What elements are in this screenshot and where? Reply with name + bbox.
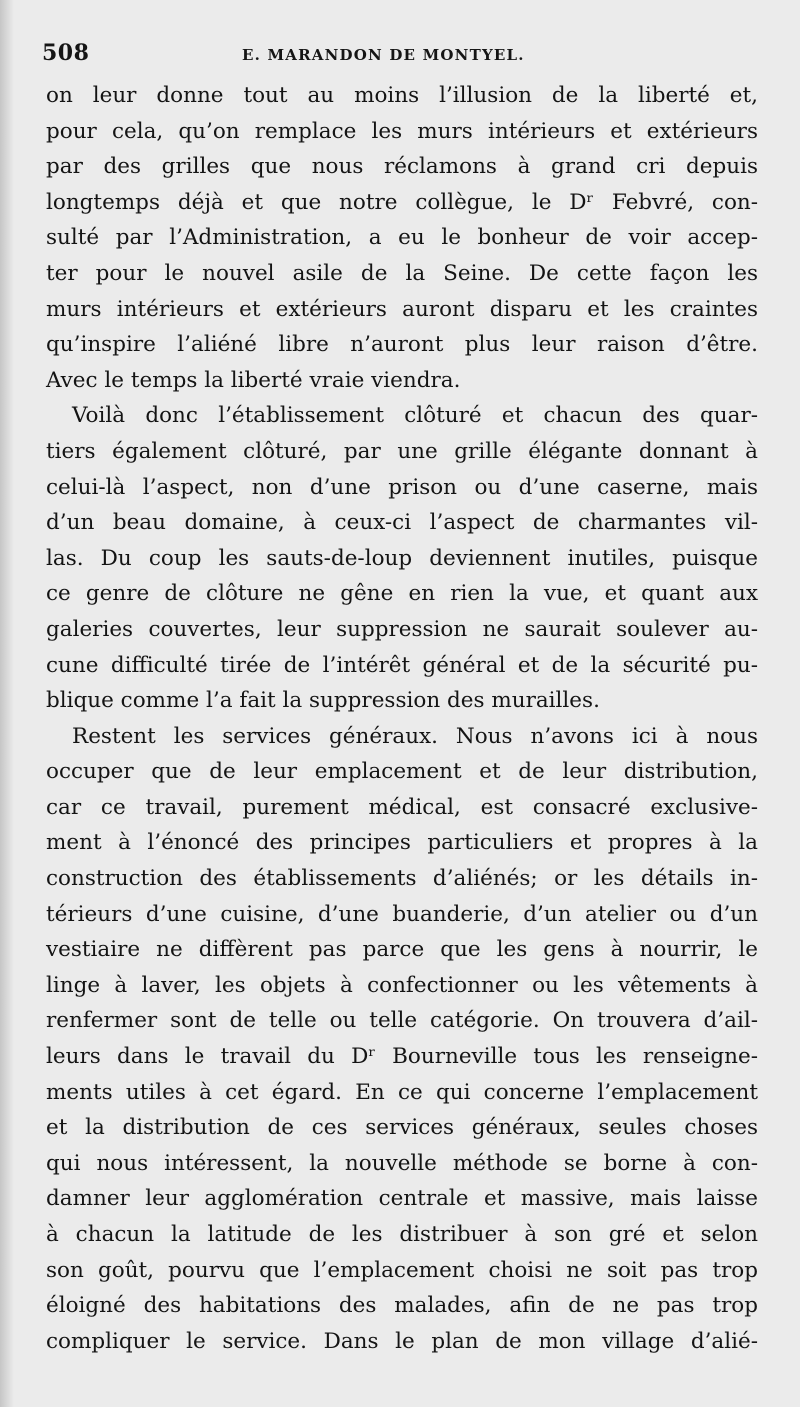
text-line: murs intérieurs et extérieurs auront disparu et les craintes — [46, 296, 758, 322]
page-number: 508 — [42, 40, 90, 66]
text-line: par des grilles que nous réclamons à grand cri depuis — [46, 154, 758, 180]
text-line: Voilà donc l’établissement clôturé et chacun des quar- — [72, 403, 758, 429]
text-line: occuper que de leur emplacement et de leur distribution, — [46, 759, 758, 785]
text-line: tiers également clôturé, par une grille élégante donnant à — [46, 438, 758, 464]
running-head: E. MARANDON DE MONTYEL. — [242, 46, 525, 64]
text-line: son goût, pourvu que l’emplacement choisi ne soit pas trop — [46, 1257, 758, 1283]
text-line: à chacun la latitude de les distribuer à son gré et selon — [46, 1222, 758, 1247]
text-line: ments utiles à cet égard. En ce qui concerne l’emplacement — [46, 1079, 758, 1105]
text-line: d’un beau domaine, à ceux-ci l’aspect de charmantes vil- — [46, 510, 758, 536]
text-line: cune difficulté tirée de l’intérêt général et de la sécurité pu- — [46, 652, 758, 678]
text-line: éloigné des habitations des malades, afin de ne pas trop — [46, 1293, 758, 1319]
text-line: qu’inspire l’aliéné libre n’auront plus leur raison d’être. — [46, 332, 758, 358]
text-line: construction des établissements d’aliénés; or les détails in- — [46, 866, 758, 892]
text-line: pour cela, qu’on remplace les murs intérieurs et extérieurs — [46, 118, 758, 144]
text-line: compliquer le service. Dans le plan de mon village d’alié- — [46, 1328, 758, 1354]
text-line: Avec le temps la liberté vraie viendra. — [46, 367, 461, 393]
text-line: qui nous intéressent, la nouvelle méthode se borne à con- — [46, 1150, 758, 1176]
text-line: on leur donne tout au moins l’illusion de la liberté et, — [46, 83, 758, 108]
text-line: leurs dans le travail du Dʳ Bourneville tous les renseigne- — [46, 1044, 758, 1070]
text-line: térieurs d’une cuisine, d’une buanderie, d’un atelier ou d’un — [46, 901, 758, 927]
text-line: celui-là l’aspect, non d’une prison ou d’une caserne, mais — [46, 474, 758, 500]
text-line: damner leur agglomération centrale et massive, mais laisse — [46, 1186, 758, 1212]
text-line: ce genre de clôture ne gêne en rien la vue, et quant aux — [46, 581, 758, 607]
text-line: Restent les services généraux. Nous n’avons ici à nous — [72, 723, 758, 749]
text-line: et la distribution de ces services généraux, seules choses — [46, 1115, 758, 1141]
text-line: renfermer sont de telle ou telle catégorie. On trouvera d’ail- — [46, 1008, 758, 1034]
body-text — [46, 78, 758, 1359]
text-line: car ce travail, purement médical, est consacré exclusive- — [46, 794, 758, 820]
text-line: ment à l’énoncé des principes particuliers et propres à la — [46, 830, 758, 856]
text-line: blique comme l’a fait la suppression des murailles. — [46, 688, 600, 714]
text-line: linge à laver, les objets à confectionner ou les vêtements à — [46, 972, 758, 998]
text-line: galeries couvertes, leur suppression ne saurait soulever au- — [46, 616, 758, 642]
text-line: vestiaire ne diffèrent pas parce que les gens à nourrir, le — [46, 937, 758, 963]
text-line: sulté par l’Administration, a eu le bonheur de voir accep- — [46, 225, 758, 251]
text-line: ter pour le nouvel asile de la Seine. De cette façon les — [46, 260, 758, 286]
page-header — [42, 36, 758, 72]
text-line: las. Du coup les sauts-de-loup deviennent inutiles, puisque — [46, 545, 758, 571]
text-line: longtemps déjà et que notre collègue, le Dʳ Febvré, con- — [46, 189, 758, 215]
